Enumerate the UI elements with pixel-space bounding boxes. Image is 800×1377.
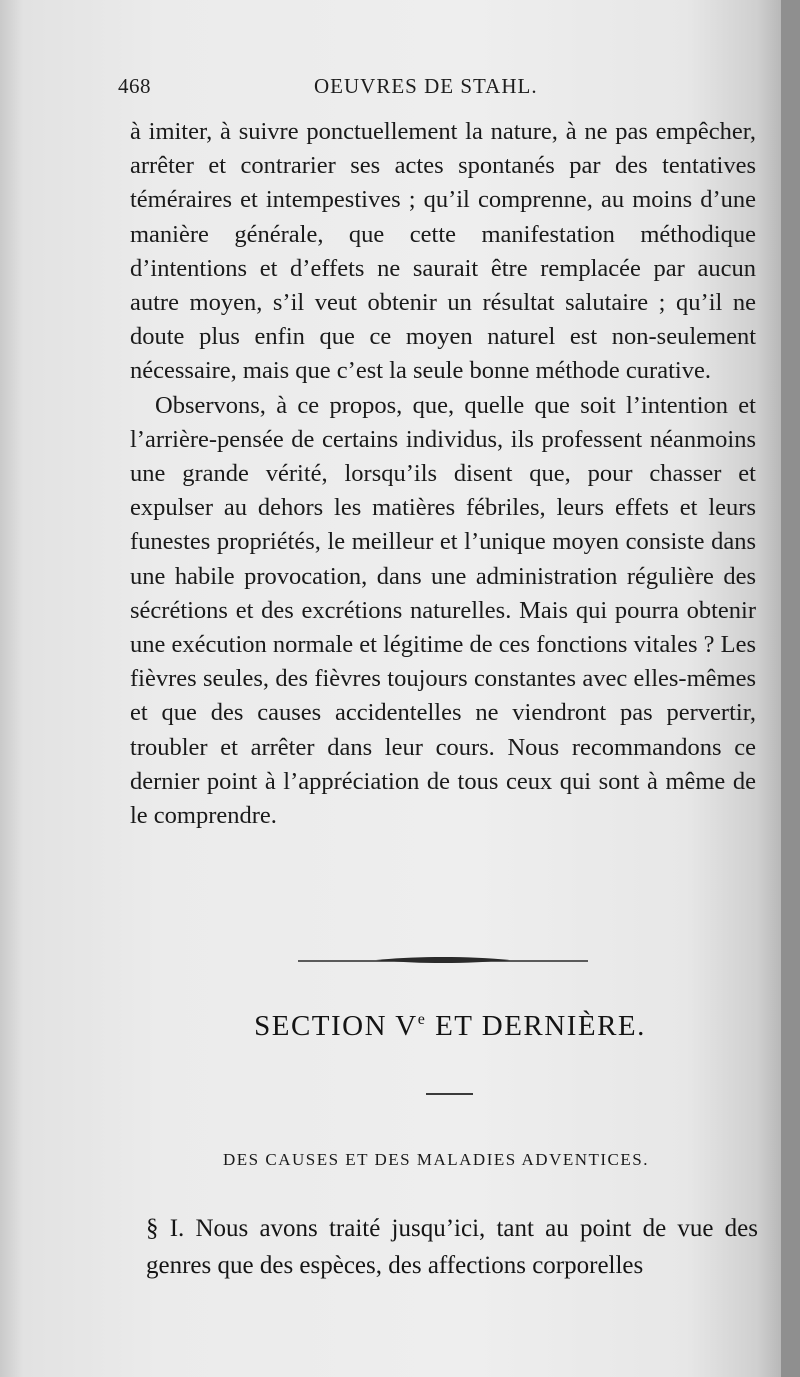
section-title-superscript: e <box>417 1011 427 1028</box>
section-paragraph: § I. Nous avons traité jusqu’ici, tant au point de vue des genres que des espèces, des affections corporelles <box>146 1215 758 1279</box>
section-title-end: ET DERNIÈRE. <box>426 1010 646 1042</box>
page-number: 468 <box>118 74 151 98</box>
paragraph-1: à imiter, à suivre ponctuellement la nature, à ne pas empêcher, arrêter et contrarier ses actes spontanés par des tentatives téméraires et intempestives ; qu’il comprenne, au moins d’une manière générale, que cette manifestation méthodique d’intentions et d’effets ne saurait être remplacée par aucun autre moyen, s’il veut obtenir un résultat salutaire ; qu’il ne doute plus enfin que ce moyen naturel est non-seulement nécessaire, mais que c’est la seule bonne méthode curative. <box>130 118 756 385</box>
running-title: OEUVRES DE STAHL. <box>314 74 538 98</box>
paragraph-2: Observons, à ce propos, que, quelle que soit l’intention et l’arrière-pensée de certains individus, ils professent néanmoins une grande vérité, lorsqu’ils disent que, pour chasser et expulser au dehors les matières fébriles, leurs effets et leurs funestes propriétés, le meilleur et l’unique moyen consiste dans une habile provocation, dans une administration régulière des sécrétions et des excrétions naturelles. Mais qui pourra obtenir une exécution normale et légitime de ces fonctions vitales ? Les fièvres seules, des fièvres toujours constantes avec elles-mêmes et que des causes accidentelles ne viendront pas pervertir, troubler et arrêter dans leur cours. Nous recommandons ce dernier point à l’appréciation de tous ceux qui sont à même de le comprendre. <box>130 391 756 830</box>
section-rule <box>426 1093 473 1095</box>
section-title <box>130 1010 770 1043</box>
section-divider-ornament <box>298 952 588 968</box>
section-subtitle: DES CAUSES ET DES MALADIES ADVENTICES. <box>223 1150 649 1169</box>
section-title-main: SECTION V <box>254 1010 418 1042</box>
page-header <box>118 74 678 104</box>
body-text <box>130 115 756 833</box>
